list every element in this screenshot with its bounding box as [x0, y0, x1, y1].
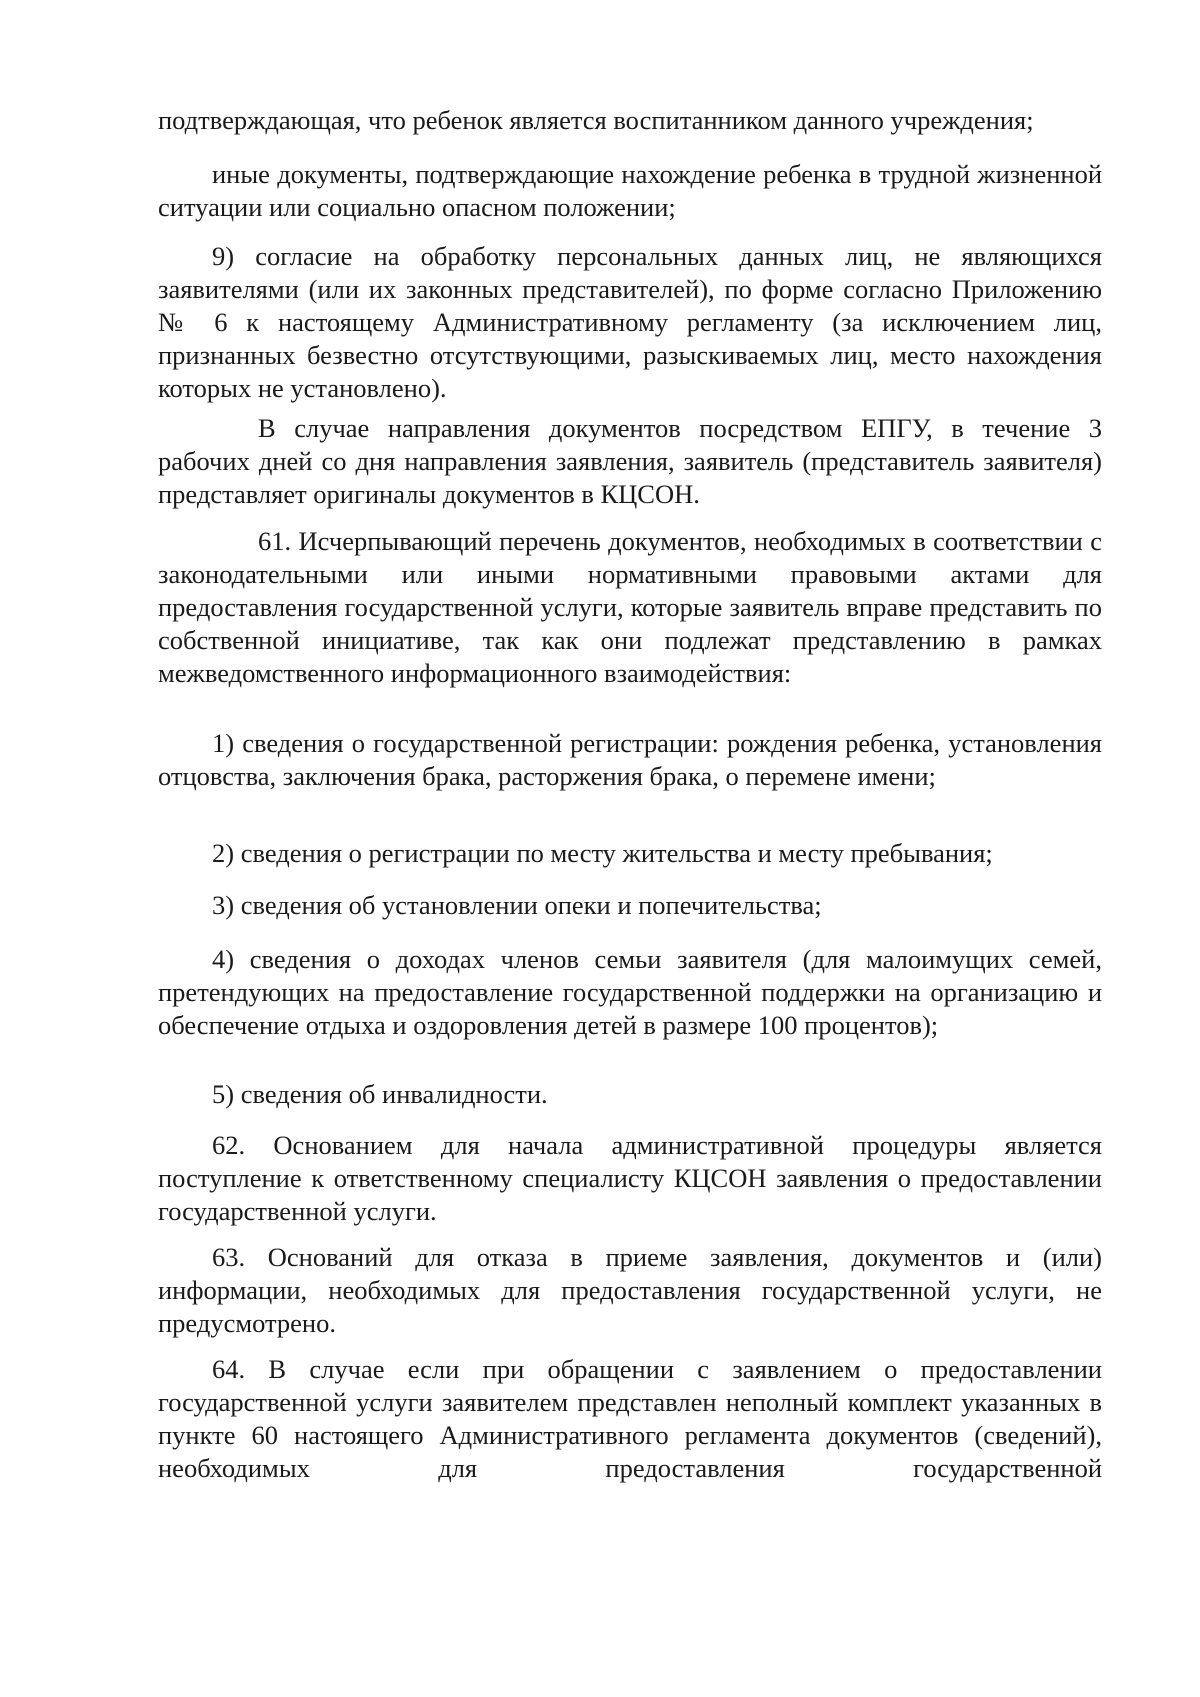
- paragraph-2: иные документы, подтверждающие нахождение ребенка в трудной жизненной ситуации или социально опасном положении;: [158, 159, 1102, 222]
- paragraph-4: В случае направления документов посредством ЕПГУ, в течение 3 рабочих дней со дня направления заявления, заявитель (представитель заявителя) представляет оригиналы документов в КЦСОН.: [158, 413, 1102, 509]
- paragraph-13: 64. В случае если при обращении с заявлением о предоставлении государственной услуги заявителем представлен неполный комплект указанных в пункте 60 настоящего Административного регламента документов (сведений), необходимых для предоставления государственной: [158, 1354, 1102, 1483]
- paragraph-5: 61. Исчерпывающий перечень документов, необходимых в соответствии с законодательными или иными нормативными правовыми актами для предоставления государственной услуги, которые заявитель вправе представить по собственной инициативе, так как они подлежат представлению в рамках межведомственного информационного взаимодействия:: [158, 526, 1102, 688]
- paragraph-3: 9) согласие на обработку персональных данных лиц, не являющихся заявителями (или их законных представителей), по форме согласно Приложению № 6 к настоящему Административному регламенту (за исключением лиц, признанных безвестно отсутствующими, разыскиваемых лиц, место нахождения которых не установлено).: [158, 241, 1102, 403]
- paragraph-11: 62. Основанием для начала административной процедуры является поступление к ответственному специалисту КЦСОН заявления о предоставлении государственной услуги.: [158, 1130, 1102, 1226]
- paragraph-10: 5) сведения об инвалидности.: [212, 1079, 548, 1109]
- paragraph-12: 63. Оснований для отказа в приеме заявления, документов и (или) информации, необходимых для предоставления государственной услуги, не предусмотрено.: [158, 1242, 1102, 1338]
- paragraph-9: 4) сведения о доходах членов семьи заявителя (для малоимущих семей, претендующих на предоставление государственной поддержки на организацию и обеспечение отдыха и оздоровления детей в размере 100 процентов);: [158, 944, 1102, 1040]
- paragraph-6: 1) сведения о государственной регистрации: рождения ребенка, установления отцовства, заключения брака, расторжения брака, о перемене имени;: [158, 728, 1102, 791]
- paragraph-1: подтверждающая, что ребенок является воспитанником данного учреждения;: [158, 105, 1034, 135]
- paragraph-7: 2) сведения о регистрации по месту жительства и месту пребывания;: [212, 838, 993, 868]
- paragraph-8: 3) сведения об установлении опеки и попечительства;: [212, 890, 822, 920]
